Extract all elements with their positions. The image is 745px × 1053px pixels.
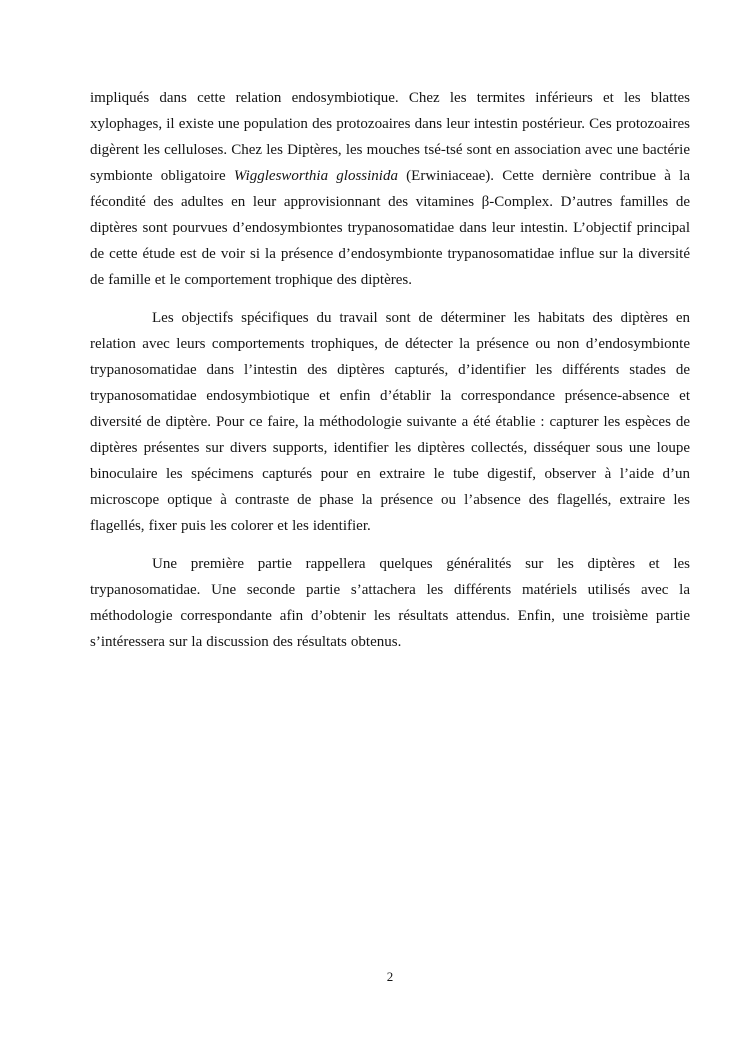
- body-paragraph-3: [90, 551, 690, 655]
- paragraph-1-species-name-italic: Wigglesworthia glossinida: [233, 168, 398, 184]
- paragraph-3-text: Une première partie rappellera quelques généralités sur les diptères et les trypanosomatidae. Une seconde partie s’attachera les différents matériels utilisés avec la méthodologie correspondante afin d’obtenir les résultats attendus. Enfin, une troisième partie s’intéressera sur la discussion des résultats obtenus.: [90, 556, 690, 650]
- page-footer: [90, 969, 690, 985]
- paragraph-2-text: Les objectifs spécifiques du travail sont de déterminer les habitats des diptères en relation avec leurs comportements trophiques, de détecter la présence ou non d’endosymbionte trypanosomatidae dans l’intestin des diptères capturés, d’identifier les différents stades de trypanosomatidae endosymbiotique et enfin d’établir la correspondance présence-absence et diversité de diptère. Pour ce faire, la méthodologie suivante a été établie : capturer les espèces de diptères présentes sur divers supports, identifier les diptères collectés, disséquer sous une loupe binoculaire les spécimens capturés pour en extraire le tube digestif, observer à l’aide d’un microscope optique à contraste de phase la présence ou l’absence des flagellés, extraire les flagellés, fixer puis les colorer et les identifier.: [90, 310, 690, 534]
- body-paragraph-2: [90, 305, 690, 539]
- paragraph-1-segment-1: impliqués dans cette relation endosymbiotique. Chez les termites inférieurs et les blattes xylophages, il existe une population des protozoaires dans leur intestin postérieur. Ces protozoaires digèrent les celluloses. Chez les Diptères, les mouches tsé-tsé sont en association avec une bactérie symbionte obligatoire: [90, 90, 690, 184]
- page-number: 2: [386, 969, 394, 984]
- paragraph-1-segment-3: (Erwiniaceae). Cette dernière contribue à la fécondité des adultes en leur approvisionnant des vitamines β-Complex. D’autres familles de diptères sont pourvues d’endosymbiontes trypanosomatidae dans leur intestin. L’objectif principal de cette étude est de voir si la présence d’endosymbionte trypanosomatidae influe sur la diversité de famille et le comportement trophique des diptères.: [90, 168, 690, 288]
- page-body-text: [90, 85, 690, 667]
- body-paragraph-1: [90, 85, 690, 293]
